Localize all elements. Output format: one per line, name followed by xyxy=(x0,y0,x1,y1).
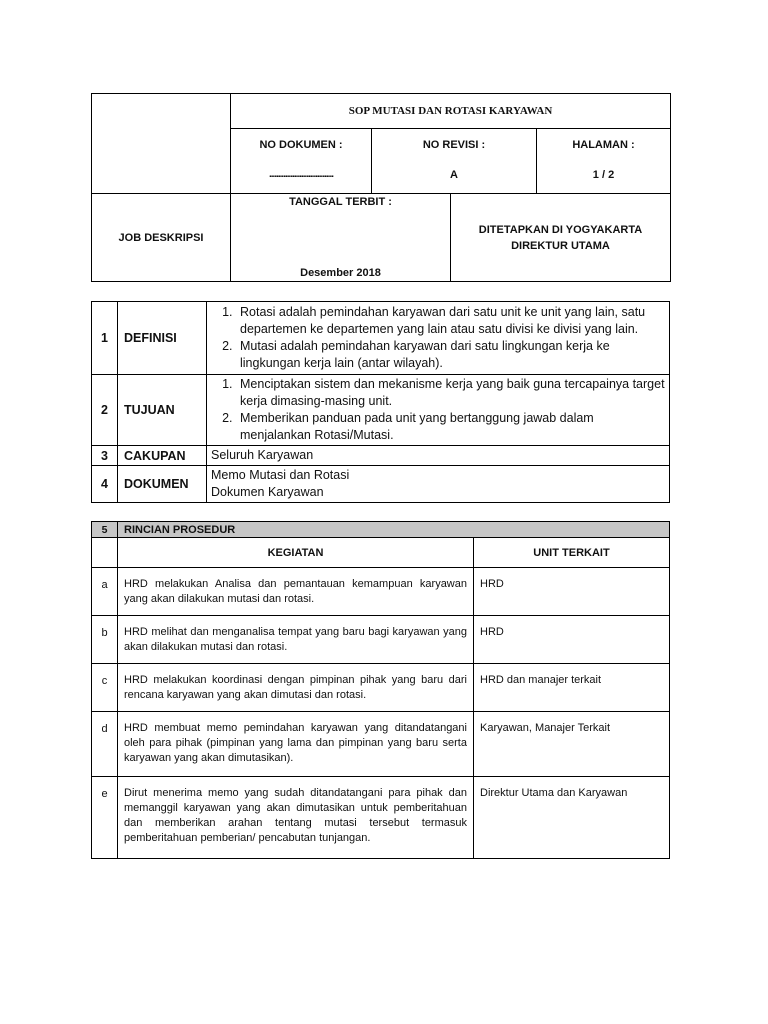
kegiatan-cell: HRD melihat dan menganalisa tempat yang baru bagi karyawan yang akan dilakukan mutasi dan rotasi. xyxy=(118,616,474,664)
no-dokumen-cell xyxy=(231,129,372,194)
row-letter: a xyxy=(92,568,118,616)
prosedur-title: RINCIAN PROSEDUR xyxy=(118,522,670,538)
section-number: 1 xyxy=(92,302,118,375)
list-item: 2. Memberikan panduan pada unit yang bertanggung jawab dalam menjalankan Rotasi/Mutasi. xyxy=(236,410,665,444)
section-content-tujuan xyxy=(207,375,670,446)
unit-cell: HRD dan manajer terkait xyxy=(474,664,670,712)
section-label-definisi: DEFINISI xyxy=(118,302,207,375)
halaman-cell xyxy=(537,129,671,194)
section-label-dokumen: DOKUMEN xyxy=(118,466,207,503)
unit-cell: Direktur Utama dan Karyawan xyxy=(474,777,670,859)
halaman-value: 1 / 2 xyxy=(592,169,615,181)
column-header-unit: UNIT TERKAIT xyxy=(474,538,670,568)
column-header-kegiatan: KEGIATAN xyxy=(118,538,474,568)
kegiatan-cell: Dirut menerima memo yang sudah ditandatangani para pihak dan memanggil karyawan yang akan dimutasikan untuk pemberitahuan dan memberikan arahan tentang mutasi tersebut termasuk pemberitahuan pemberian/ pencabutan tunjangan. xyxy=(118,777,474,859)
unit-cell: HRD xyxy=(474,568,670,616)
tanggal-terbit-label: TANGGAL TERBIT : xyxy=(289,196,392,208)
section-content-definisi xyxy=(207,302,670,375)
table-row xyxy=(92,712,670,777)
content-line: Memo Mutasi dan Rotasi xyxy=(211,468,350,482)
no-revisi-cell xyxy=(372,129,537,194)
unit-cell: Karyawan, Manajer Terkait xyxy=(474,712,670,777)
section-content-dokumen xyxy=(207,466,670,503)
no-dokumen-label: NO DOKUMEN : xyxy=(259,139,343,151)
kegiatan-cell: HRD melakukan Analisa dan pemantauan kemampuan karyawan yang akan dilakukan mutasi dan rotasi. xyxy=(118,568,474,616)
ditetapkan-line1: DITETAPKAN DI YOGYAKARTA xyxy=(478,223,643,236)
table-row xyxy=(92,616,670,664)
ditetapkan-cell xyxy=(451,194,671,282)
row-letter: b xyxy=(92,616,118,664)
document-title: SOP MUTASI DAN ROTASI KARYAWAN xyxy=(231,94,671,129)
kegiatan-cell: HRD melakukan koordinasi dengan pimpinan pihak yang baru dari rencana karyawan yang akan dimutasi dan rotasi. xyxy=(118,664,474,712)
row-letter: c xyxy=(92,664,118,712)
table-row xyxy=(92,302,670,375)
row-letter: e xyxy=(92,777,118,859)
no-revisi-value: A xyxy=(450,169,458,181)
prosedur-table xyxy=(91,521,670,859)
header-table xyxy=(91,93,671,282)
no-dokumen-value: .................................... xyxy=(268,169,334,180)
no-revisi-label: NO REVISI : xyxy=(422,139,486,151)
empty-header-cell xyxy=(92,538,118,568)
table-row xyxy=(92,375,670,446)
ditetapkan-line2: DIREKTUR UTAMA xyxy=(511,239,610,252)
table-row xyxy=(92,664,670,712)
job-deskripsi: JOB DESKRIPSI xyxy=(92,194,231,282)
tanggal-terbit-cell xyxy=(231,194,451,282)
logo-cell xyxy=(92,94,231,194)
kegiatan-cell: HRD membuat memo pemindahan karyawan yang ditandatangani oleh para pihak (pimpinan yang lama dan pimpinan yang baru serta karyawan yang akan dimutasikan). xyxy=(118,712,474,777)
list-item: 1. Rotasi adalah pemindahan karyawan dari satu unit ke unit yang lain, satu departemen ke departemen yang lain atau satu divisi ke divisi yang lain. xyxy=(236,304,665,338)
section-label-tujuan: TUJUAN xyxy=(118,375,207,446)
list-item: 2. Mutasi adalah pemindahan karyawan dari satu lingkungan kerja ke lingkungan kerja lain (antar wilayah). xyxy=(236,338,665,372)
section-label-cakupan: CAKUPAN xyxy=(118,446,207,466)
tanggal-terbit-value: Desember 2018 xyxy=(300,267,381,279)
table-row xyxy=(92,466,670,503)
unit-cell: HRD xyxy=(474,616,670,664)
list-item: 1. Menciptakan sistem dan mekanisme kerja yang baik guna tercapainya target kerja dimasing-masing unit. xyxy=(236,376,665,410)
table-row xyxy=(92,777,670,859)
content-line: Dokumen Karyawan xyxy=(211,485,324,499)
table-row xyxy=(92,568,670,616)
halaman-label: HALAMAN : xyxy=(572,139,635,151)
table-row xyxy=(92,446,670,466)
section-content-cakupan xyxy=(207,446,670,466)
content-line: Seluruh Karyawan xyxy=(211,448,314,462)
section-number: 2 xyxy=(92,375,118,446)
prosedur-number: 5 xyxy=(92,522,118,538)
row-letter: d xyxy=(92,712,118,777)
definition-table xyxy=(91,301,670,503)
section-number: 4 xyxy=(92,466,118,503)
section-number: 3 xyxy=(92,446,118,466)
